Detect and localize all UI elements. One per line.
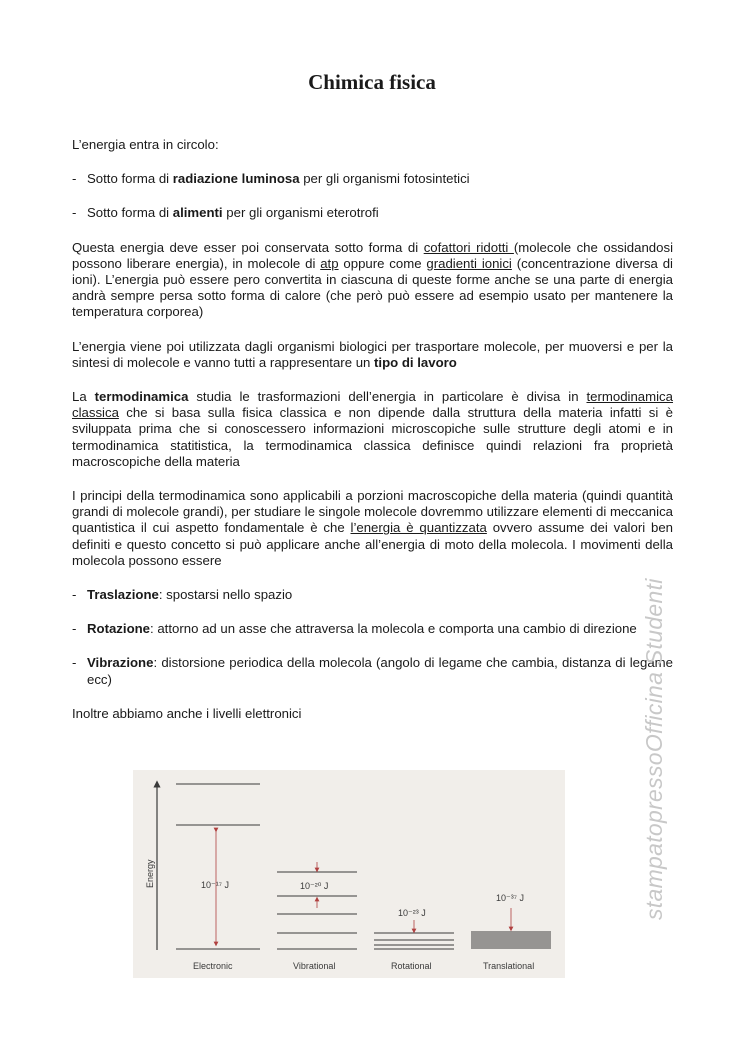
bold-term: termodinamica <box>94 389 189 405</box>
text-span: Questa energia deve esser poi conservata sotto forma di <box>72 239 424 255</box>
text-span: per gli organismi eterotrofi <box>222 205 379 221</box>
text-span: I principi della termodinamica sono applicabili a porzioni macroscopiche della materia (quindi quantità grandi di molecole grandi), per studiare le singole molecole dovremmo utilizzare elementi di meccanica quantistica il cui aspetto fondamentale è che <box>72 488 673 536</box>
list-item <box>72 621 673 637</box>
gap-label: 10⁻³⁷ J <box>496 893 525 903</box>
gap-label: 10⁻¹⁷ J <box>201 880 230 890</box>
gap-label: 10⁻²³ J <box>398 908 426 918</box>
energy-levels-figure <box>133 770 565 978</box>
text-span: La <box>72 389 95 405</box>
bold-term: Traslazione <box>87 587 159 603</box>
bold-term: Vibrazione <box>87 655 154 671</box>
text-span: Sotto forma di <box>87 171 173 187</box>
document-body <box>72 137 673 722</box>
text-span: studia le trasformazioni dell’energia in particolare è divisa in <box>188 389 587 405</box>
bullet-dash: - <box>72 587 77 603</box>
list-item <box>72 587 673 603</box>
bold-term: Rotazione <box>87 621 151 637</box>
column-label: Electronic <box>193 961 233 971</box>
gap-label: 10⁻²⁰ J <box>300 881 329 891</box>
text-span: oppure come <box>338 255 427 271</box>
column-label: Vibrational <box>293 961 336 971</box>
paragraph <box>72 339 673 371</box>
paragraph <box>72 488 673 569</box>
list-item <box>72 655 673 687</box>
list-item <box>72 171 673 187</box>
energy-levels-diagram <box>133 770 565 978</box>
text-span: (molecole che ossidandosi possono liberare energia), in molecole di <box>72 239 674 271</box>
paragraph <box>72 240 673 321</box>
text-span: : attorno ad un asse che attraversa la molecola e comporta una cambio di direzione <box>150 621 637 637</box>
underlined-term: termodinamica classica <box>72 389 673 421</box>
page-title: Chimica fisica <box>308 70 436 94</box>
text-span: per gli organismi fotosintetici <box>299 171 470 187</box>
axis-label: Energy <box>145 859 155 888</box>
text-span: (concentrazione diversa di ioni). L’energia può essere pero convertita in ciascuna di queste forme anche se una parte di energia andrà sempre persa sotto forma di calore (che però può essere ad esempio usato per mantenere la temperatura corporea) <box>72 255 673 320</box>
text-span: ovvero assume dei valori ben definiti e questo concetto si può applicare anche all’energia di moto della molecola. I movimenti della molecola possono essere <box>72 520 673 568</box>
column-label: Rotational <box>391 961 432 971</box>
watermark: stampatopressoOfficina Studenti <box>641 578 667 920</box>
bullet-dash: - <box>72 655 77 671</box>
bullet-dash: - <box>72 621 77 637</box>
underlined-term: cofattori ridotti <box>423 239 514 255</box>
dense-levels <box>471 932 551 948</box>
text-span: Sotto forma di <box>87 205 173 221</box>
text-span: L’energia viene poi utilizzata dagli organismi biologici per trasportare molecole, per muoversi e per la sintesi di molecole e vanno tutti a rappresentare un <box>72 338 673 370</box>
bold-term: alimenti <box>172 205 223 221</box>
text-span: : spostarsi nello spazio <box>158 587 293 603</box>
list-item <box>72 205 673 221</box>
underlined-term: atp <box>320 255 339 271</box>
bold-term: radiazione luminosa <box>172 171 300 187</box>
text-span: : distorsione periodica della molecola (angolo di legame che cambia, distanza di legame ecc) <box>87 655 673 687</box>
column-label: Translational <box>483 961 535 971</box>
intro-text: L’energia entra in circolo: <box>72 137 219 152</box>
underlined-term: gradienti ionici <box>426 255 512 271</box>
bullet-dash: - <box>72 171 77 187</box>
bullet-dash: - <box>72 205 77 221</box>
underlined-term: l’energia è quantizzata <box>350 520 487 536</box>
text-span: che si basa sulla fisica classica e non dipende dalla struttura della materia infatti si è sviluppata prima che si conoscessero informazioni microscopiche sulle strutture degli atomi e in termodinamica statitistica, la termodinamica classica definisce quindi relazioni fra proprietà macroscopiche della materia <box>72 405 673 469</box>
paragraph <box>72 389 673 470</box>
closing-text: Inoltre abbiamo anche i livelli elettronici <box>72 705 302 721</box>
bold-term: tipo di lavoro <box>374 354 457 370</box>
